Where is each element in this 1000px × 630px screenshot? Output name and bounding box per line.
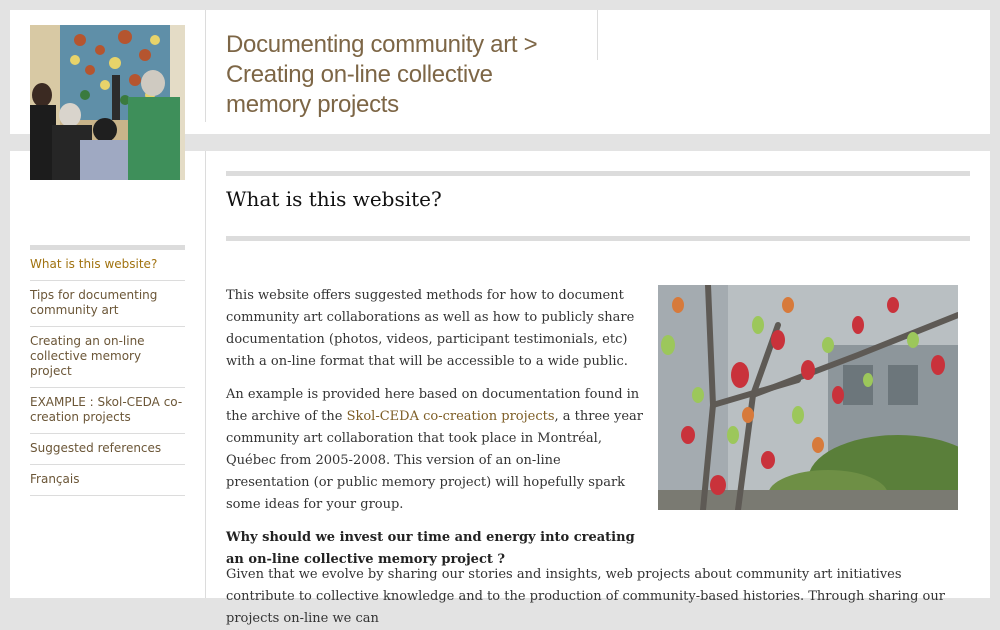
example-text-after: , a three year community art collaboration that took place in Montréal, Québec from 2005-2008. This version of an on-line presentation (or public memory project) will hopefully spark some ideas for your group. (226, 409, 644, 512)
page-title: What is this website? (226, 187, 442, 211)
nav-item-what-is-this-website[interactable]: What is this website? (30, 250, 185, 281)
intro-content (226, 285, 646, 582)
question-heading: Why should we invest our time and energy into creating an on-line collective memory project ? (226, 530, 635, 567)
site-title-line-1: Documenting community art > (226, 31, 538, 58)
site-title (226, 30, 586, 120)
nav-item-tips[interactable]: Tips for documenting community art (30, 281, 185, 327)
sidebar-nav (30, 245, 185, 496)
leaf-tree-photo (658, 285, 958, 510)
example-text-before: An example is provided here based on documentation found in the archive of the (226, 387, 640, 424)
main-panel (10, 151, 990, 626)
nav-item-creating[interactable]: Creating an on-line collective memory project (30, 327, 185, 388)
nav-item-references[interactable]: Suggested references (30, 434, 185, 465)
nav-item-francais[interactable]: Français (30, 465, 185, 496)
example-paragraph (226, 384, 646, 516)
intro-paragraph: This website offers suggested methods for how to document community art collaborations as well as how to publicly share documentation (photos, videos, participant testimonials, etc) with a on-line format that will be accessible to a wide public. (226, 288, 635, 369)
closing-paragraph: Given that we evolve by sharing our stories and insights, web projects about community art initiatives contribute to collective knowledge and to the production of community-based histories. Through sharing our projects on-line we can (226, 567, 945, 626)
header-divider-right (597, 10, 598, 60)
skol-ceda-link[interactable]: Skol-CEDA co-creation projects (346, 409, 555, 424)
header-divider (205, 10, 206, 122)
site-title-line-3: memory projects (226, 91, 399, 118)
page-heading-box (226, 171, 970, 241)
nav-item-example[interactable]: EXAMPLE : Skol-CEDA co-creation projects (30, 388, 185, 434)
closing-content (226, 564, 970, 630)
community-art-photo (30, 25, 185, 180)
main-divider (205, 151, 206, 598)
site-title-line-2: Creating on-line collective (226, 61, 493, 88)
